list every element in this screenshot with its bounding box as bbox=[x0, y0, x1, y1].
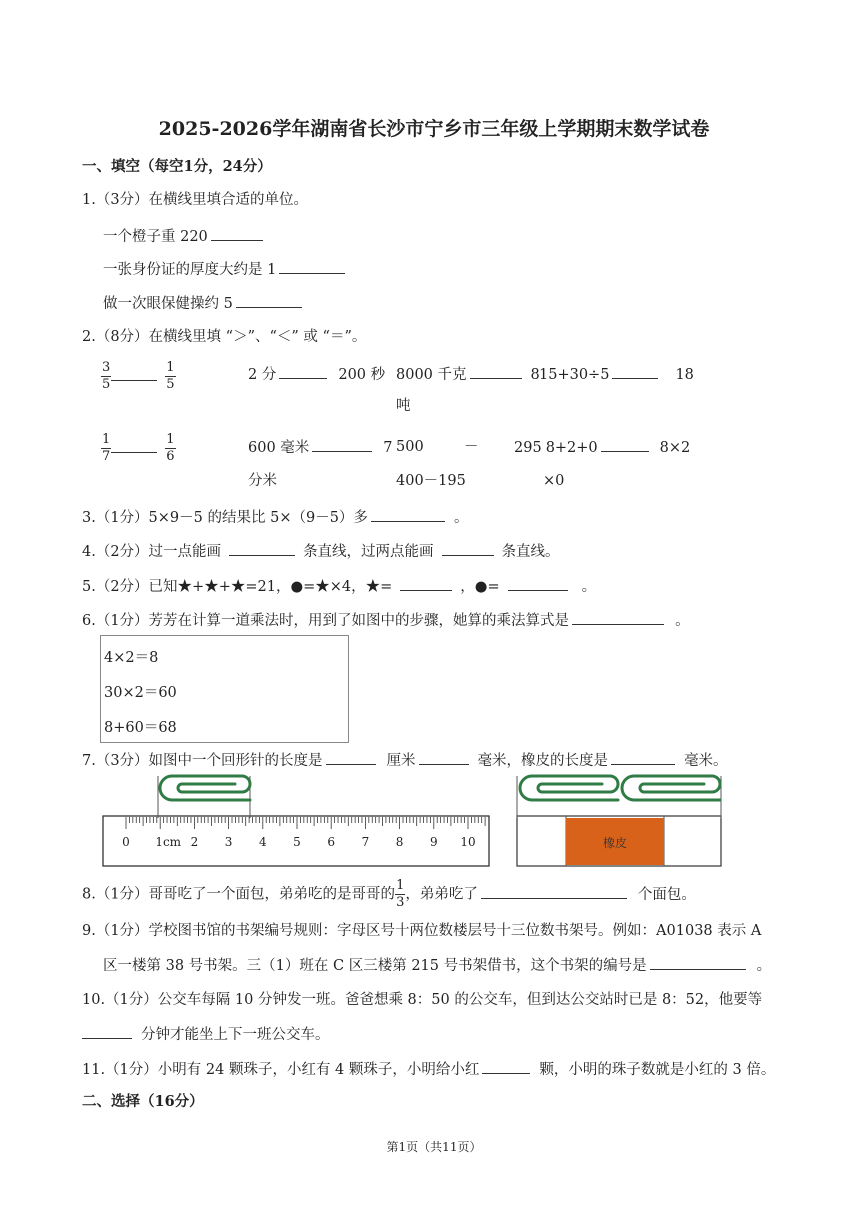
denominator: 5 bbox=[102, 377, 111, 392]
step-line: 4×2＝8 bbox=[104, 650, 159, 666]
q7-d: 毫米。 bbox=[684, 753, 728, 769]
question-9-line-1: 9.（1分）学校图书馆的书架编号规则：字母区号十两位数楼层号十三位数书架号。例如：A01038 表示 A bbox=[82, 923, 762, 939]
q2-r2a-unit: 分米 bbox=[248, 473, 277, 489]
q2-c3b: 8 bbox=[530, 367, 540, 383]
q4-c: 条直线。 bbox=[501, 544, 560, 560]
q2-compare-length bbox=[248, 437, 393, 458]
question-8 bbox=[82, 878, 696, 911]
q2-r3a: 500 bbox=[396, 439, 424, 455]
q2-r3b: － bbox=[464, 439, 479, 455]
q4-b: 条直线，过两点能画 bbox=[303, 544, 434, 560]
q9-end: 。 bbox=[756, 958, 772, 974]
question-1-item-c bbox=[103, 293, 305, 314]
denominator: 7 bbox=[102, 449, 111, 464]
q2-compare-fractions-1 bbox=[101, 360, 176, 393]
q3-end: 。 bbox=[453, 510, 469, 526]
q5-c: 。 bbox=[581, 579, 597, 595]
answer-blank[interactable] bbox=[400, 576, 452, 591]
ruler-label: 6 bbox=[327, 835, 336, 849]
step-line: 8+60＝68 bbox=[104, 720, 177, 736]
q6-stem: 6.（1分）芳芳在计算一道乘法时，用到了如图中的步骤，她算的乘法算式是 bbox=[82, 613, 570, 629]
calculation-steps-box bbox=[100, 635, 349, 743]
ruler-label: 1cm bbox=[155, 835, 182, 849]
question-5 bbox=[82, 576, 596, 597]
q11-b: 颗，小明的珠子数就是小红的 3 倍。 bbox=[539, 1062, 776, 1078]
ruler-label: 8 bbox=[395, 835, 404, 849]
denominator: 5 bbox=[166, 377, 175, 392]
ruler-label: 5 bbox=[293, 835, 301, 849]
q8-b: ，弟弟吃了 bbox=[405, 886, 478, 903]
q2-compare-time bbox=[248, 364, 385, 385]
q2-r2b: 7 bbox=[383, 440, 393, 456]
q9-l2: 区一楼第 38 号书架。三（1）班在 C 区三楼第 215 号书架借书，这个书架的编号是 bbox=[103, 958, 647, 974]
answer-blank[interactable] bbox=[279, 259, 345, 274]
answer-blank[interactable] bbox=[111, 366, 157, 381]
numerator: 1 bbox=[166, 432, 175, 447]
ruler-label: 7 bbox=[361, 835, 370, 849]
denominator: 3 bbox=[396, 895, 405, 910]
q7-c: 毫米，橡皮的长度是 bbox=[477, 753, 609, 769]
page-title: 2025-2026学年湖南省长沙市宁乡市三年级上学期期末数学试卷 bbox=[158, 118, 710, 140]
numerator: 1 bbox=[166, 360, 175, 375]
q4-a: 4.（2分）过一点能画 bbox=[82, 544, 222, 560]
answer-blank[interactable] bbox=[601, 437, 649, 452]
answer-blank[interactable] bbox=[650, 955, 746, 970]
q2-compare-fractions-2 bbox=[101, 432, 176, 465]
question-10-line-1: 10.（1分）公交车每隔 10 分钟发一班。爸爸想乘 8：50 的公交车，但到达公交站时已是 8：52，他要等 bbox=[82, 992, 763, 1008]
question-7 bbox=[82, 750, 728, 771]
q2-c2b: 200 秒 bbox=[338, 367, 386, 383]
ruler-label: 9 bbox=[429, 835, 438, 849]
ruler-label: 0 bbox=[122, 835, 130, 849]
fraction bbox=[395, 878, 405, 911]
q3-stem: 3.（1分）5×9－5 的结果比 5×（9－5）多 bbox=[82, 510, 368, 526]
answer-blank[interactable] bbox=[312, 437, 372, 452]
answer-blank[interactable] bbox=[419, 750, 469, 765]
q2-compare-mass bbox=[396, 364, 540, 385]
q1-a-text: 一个橙子重 220 bbox=[103, 229, 208, 245]
eraser-figure bbox=[514, 774, 724, 868]
answer-blank[interactable] bbox=[611, 750, 675, 765]
question-1-stem: 1.（3分）在横线里填合适的单位。 bbox=[82, 192, 309, 208]
paperclip-icon bbox=[622, 776, 720, 800]
answer-blank[interactable] bbox=[82, 1024, 132, 1039]
answer-blank[interactable] bbox=[481, 884, 627, 899]
q2-r3c: 295 bbox=[514, 440, 542, 456]
ruler-figure bbox=[100, 774, 492, 868]
q5-b: ，●= bbox=[460, 579, 500, 595]
question-3 bbox=[82, 507, 468, 528]
q2-compare-expression-2 bbox=[514, 437, 690, 458]
q7-a: 7.（3分）如图中一个回形针的长度是 bbox=[82, 753, 323, 769]
ruler-label: 2 bbox=[190, 835, 199, 849]
q2-c2a: 2 分 bbox=[248, 367, 277, 383]
paperclip-icon bbox=[160, 776, 250, 800]
answer-blank[interactable] bbox=[482, 1059, 530, 1074]
q2-c3a: 8000 千克 bbox=[396, 367, 467, 383]
answer-blank[interactable] bbox=[229, 541, 295, 556]
question-6 bbox=[82, 610, 690, 631]
q11-a: 11.（1分）小明有 24 颗珠子，小红有 4 颗珠子，小明给小红 bbox=[82, 1062, 480, 1078]
numerator: 1 bbox=[396, 878, 405, 893]
fraction bbox=[165, 360, 175, 393]
answer-blank[interactable] bbox=[508, 576, 568, 591]
q2-r4a: 8+2+0 bbox=[545, 440, 598, 456]
answer-blank[interactable] bbox=[371, 507, 445, 522]
fraction bbox=[165, 432, 175, 465]
fraction bbox=[101, 432, 111, 465]
denominator: 6 bbox=[166, 449, 175, 464]
q1-c-text: 做一次眼保健操约 5 bbox=[103, 296, 233, 312]
question-2-stem: 2.（8分）在横线里填 “＞”、“＜” 或 “＝”。 bbox=[82, 329, 367, 345]
q8-a: 8.（1分）哥哥吃了一个面包，弟弟吃的是哥哥的 bbox=[82, 886, 396, 903]
question-11 bbox=[82, 1059, 775, 1080]
question-10-line-2 bbox=[82, 1024, 330, 1045]
eraser-label: 橡皮 bbox=[602, 836, 628, 850]
answer-blank[interactable] bbox=[279, 364, 327, 379]
q8-c: 个面包。 bbox=[637, 886, 696, 903]
step-line: 30×2＝60 bbox=[104, 685, 177, 701]
q2-c4b: 18 bbox=[675, 367, 694, 383]
answer-blank[interactable] bbox=[442, 541, 494, 556]
ruler-label: 4 bbox=[258, 835, 267, 849]
answer-blank[interactable] bbox=[211, 226, 263, 241]
q2-compare-expression-1 bbox=[539, 364, 694, 385]
q2-r4b: 8×2 bbox=[659, 440, 691, 456]
question-1-item-b bbox=[103, 259, 348, 280]
page-footer: 第1页（共11页） bbox=[386, 1140, 482, 1154]
q2-c4a: 15+30÷5 bbox=[539, 367, 610, 383]
answer-blank[interactable] bbox=[470, 364, 522, 379]
q5-a: 5.（2分）已知★+★+★=21，●=★×4，★= bbox=[82, 579, 393, 595]
q2-c3a-unit: 吨 bbox=[396, 398, 411, 414]
q6-end: 。 bbox=[675, 613, 690, 629]
ruler-label: 3 bbox=[224, 835, 233, 849]
numerator: 1 bbox=[102, 432, 111, 447]
q2-r4b-cont: ×0 bbox=[543, 473, 565, 489]
q10-l2: 分钟才能坐上下一班公交车。 bbox=[141, 1027, 330, 1043]
ruler-label: 10 bbox=[460, 835, 476, 849]
q7-b: 厘米 bbox=[386, 753, 416, 769]
question-4 bbox=[82, 541, 560, 562]
fraction bbox=[101, 360, 111, 393]
paperclip-icon bbox=[520, 776, 618, 800]
answer-blank[interactable] bbox=[326, 750, 376, 765]
answer-blank[interactable] bbox=[612, 364, 658, 379]
q2-r3a2: 400－195 bbox=[396, 473, 466, 489]
q2-r2a: 600 毫米 bbox=[248, 440, 310, 456]
question-1-item-a bbox=[103, 226, 266, 247]
answer-blank[interactable] bbox=[111, 438, 157, 453]
question-9-line-2 bbox=[103, 955, 771, 976]
section-heading-choice: 二、选择（16分） bbox=[82, 1093, 204, 1110]
q1-b-text: 一张身份证的厚度大约是 1 bbox=[103, 262, 277, 278]
answer-blank[interactable] bbox=[572, 610, 664, 625]
section-heading-fill: 一、填空（每空1分，24分） bbox=[82, 158, 272, 175]
answer-blank[interactable] bbox=[236, 293, 302, 308]
numerator: 3 bbox=[102, 360, 111, 375]
